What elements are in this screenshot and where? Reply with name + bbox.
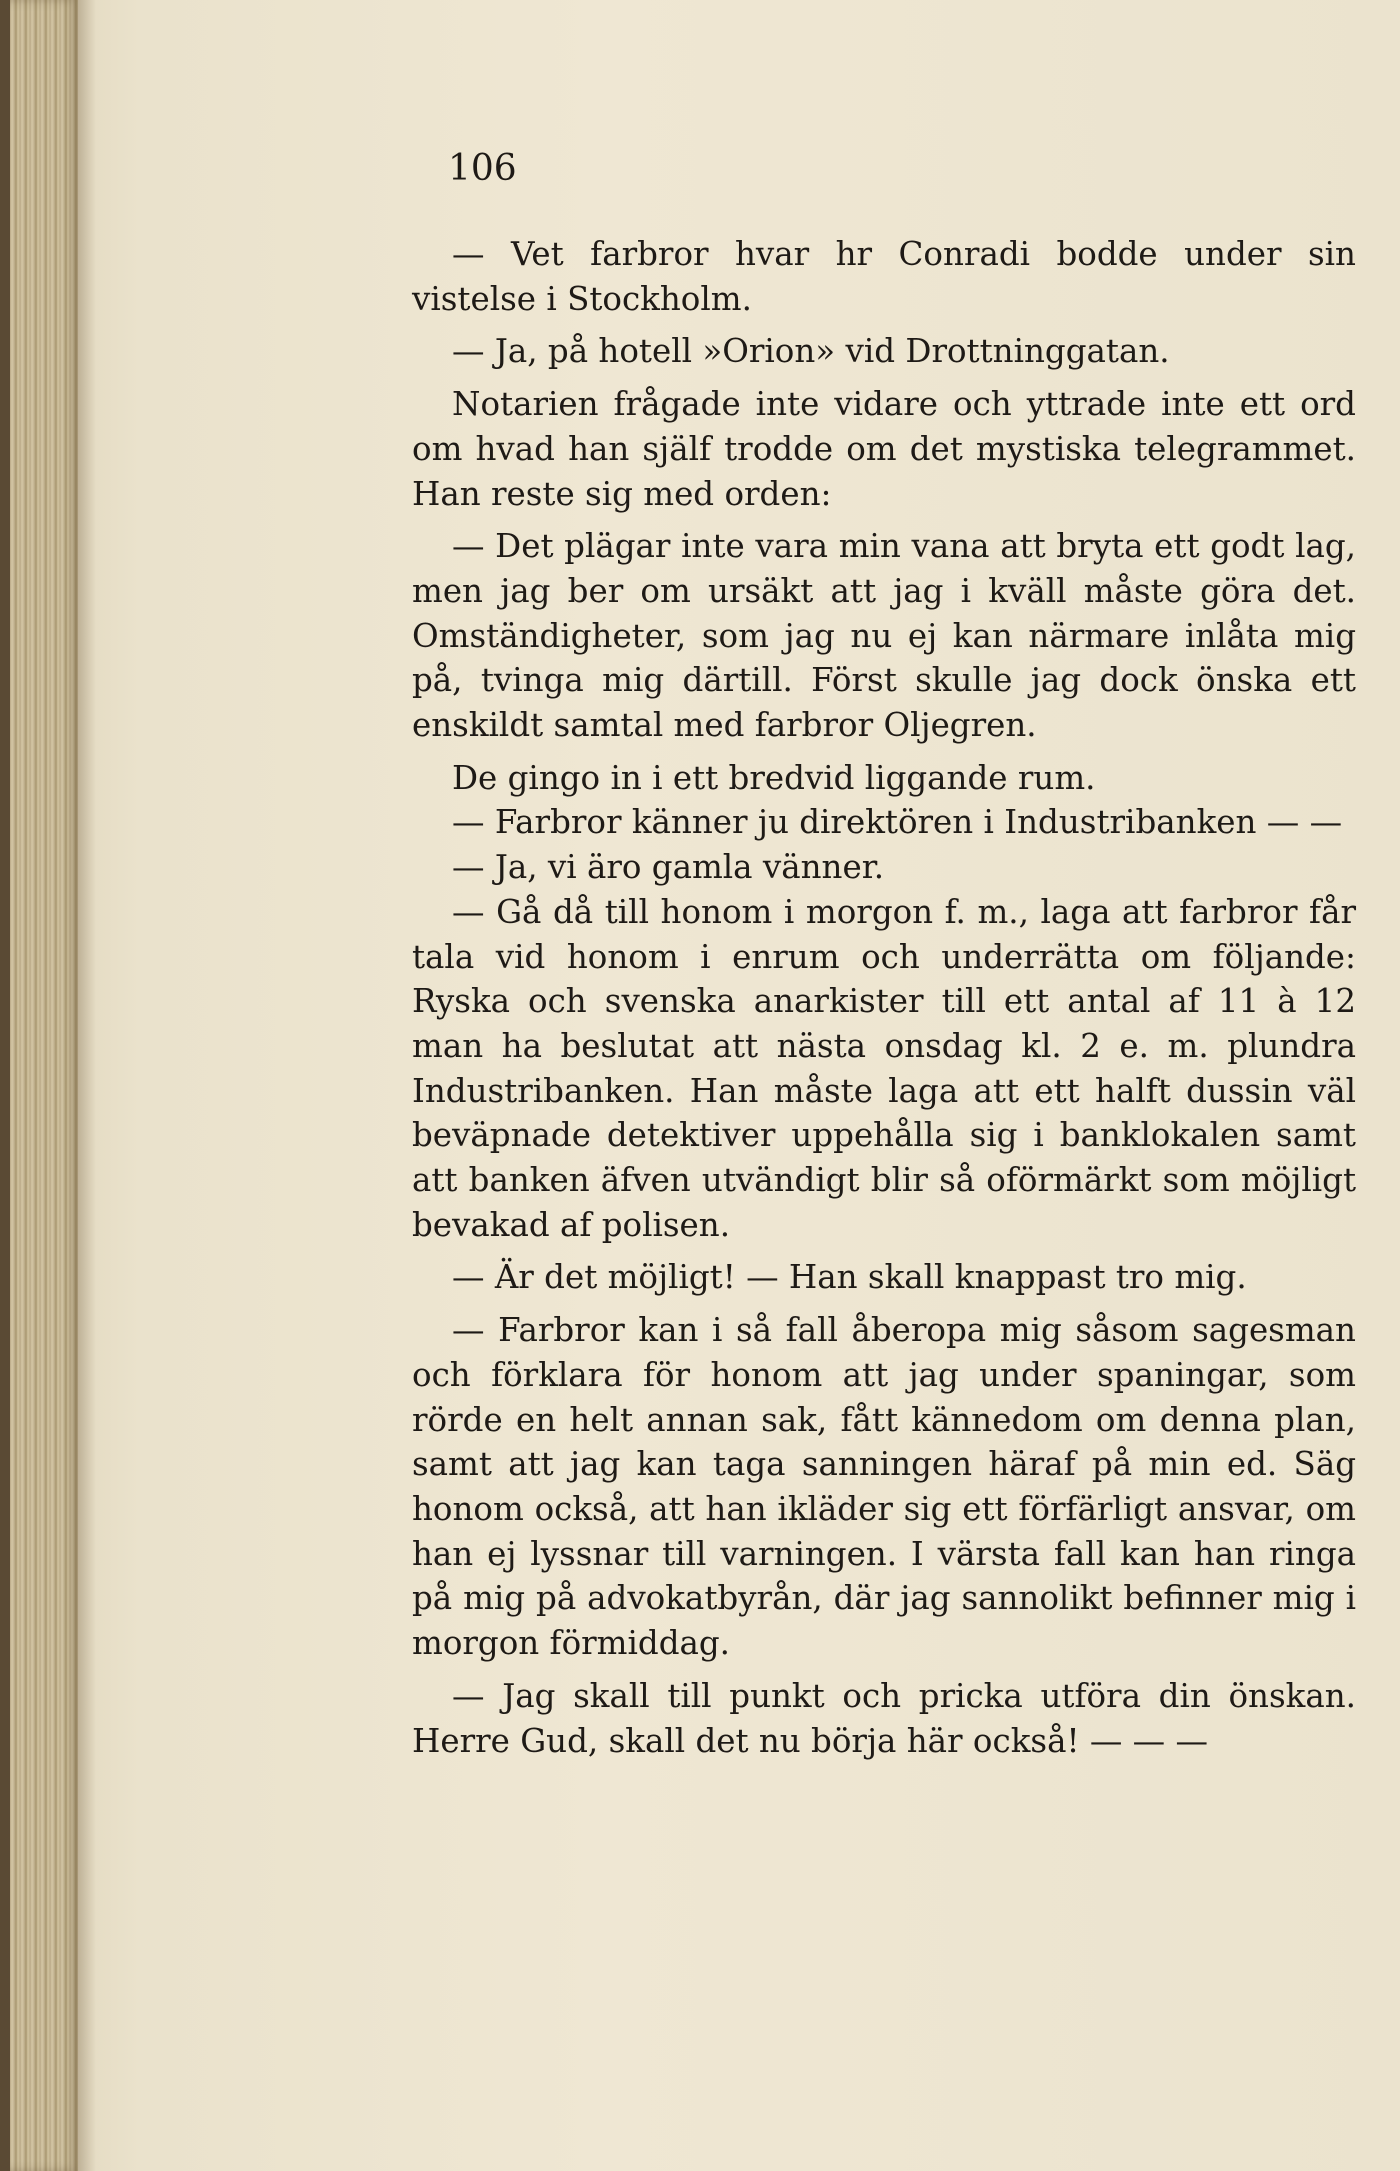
paragraph: — Ja, på hotell »Orion» vid Drottninggatan. [452, 332, 1170, 371]
paragraph: — Vet farbror hvar hr Conradi bodde under sin vistelse i Stockholm. [412, 235, 1356, 318]
paragraph: — Ja, vi äro gamla vänner. [452, 848, 885, 887]
paragraph: — Jag skall till punkt och pricka utföra din önskan. Herre Gud, skall det nu börja här också! — — — [412, 1676, 1356, 1760]
book-binding-shadow [0, 0, 10, 2171]
page-gutter-shadow [78, 0, 96, 2171]
paragraph: Notarien frågade inte vidare och yttrade inte ett ord om hvad han själf trodde om det mystiska telegrammet. Han reste sig med orden: [412, 385, 1356, 513]
body-text [412, 232, 1356, 1763]
book-spine-edge [0, 0, 78, 2171]
paragraph: De gingo in i ett bredvid liggande rum. [452, 758, 1096, 797]
paragraph: — Farbror kan i så fall åberopa mig såsom sagesman och förklara för honom att jag under spaningar, som rörde en helt annan sak, fått kännedom om denna plan, samt att jag kan taga sanningen häraf på min ed. Säg honom också, att han ikläder sig ett förfärligt ansvar, om han ej lyssnar till varningen. I värsta fall kan han ringa på mig på advokatbyrån, där jag sannolikt befinner mig i morgon förmiddag. [412, 1311, 1356, 1663]
paragraph: — Är det möjligt! — Han skall knappast tro mig. [452, 1258, 1247, 1297]
paragraph: — Farbror känner ju direktören i Industribanken — — [452, 803, 1343, 842]
paragraph: — Gå då till honom i morgon f. m., laga att farbror får tala vid honom i enrum och underrätta om följande: Ryska och svenska anarkister till ett antal af 11 à 12 man ha beslutat att nästa onsdag kl. 2 e. m. plundra Industribanken. Han måste laga att ett halft dussin väl beväpnade detektiver uppehålla sig i banklokalen samt att banken äfven utvändigt blir så oförmärkt som möjligt bevakad af polisen. [412, 892, 1356, 1244]
paragraph: — Det plägar inte vara min vana att bryta ett godt lag, men jag ber om ursäkt att jag i kväll måste göra det. Omständigheter, som jag nu ej kan närmare inlåta mig på, tvinga mig därtill. Först skulle jag dock önska ett enskildt samtal med farbror Oljegren. [412, 527, 1356, 745]
page-number: 106 [448, 148, 517, 189]
